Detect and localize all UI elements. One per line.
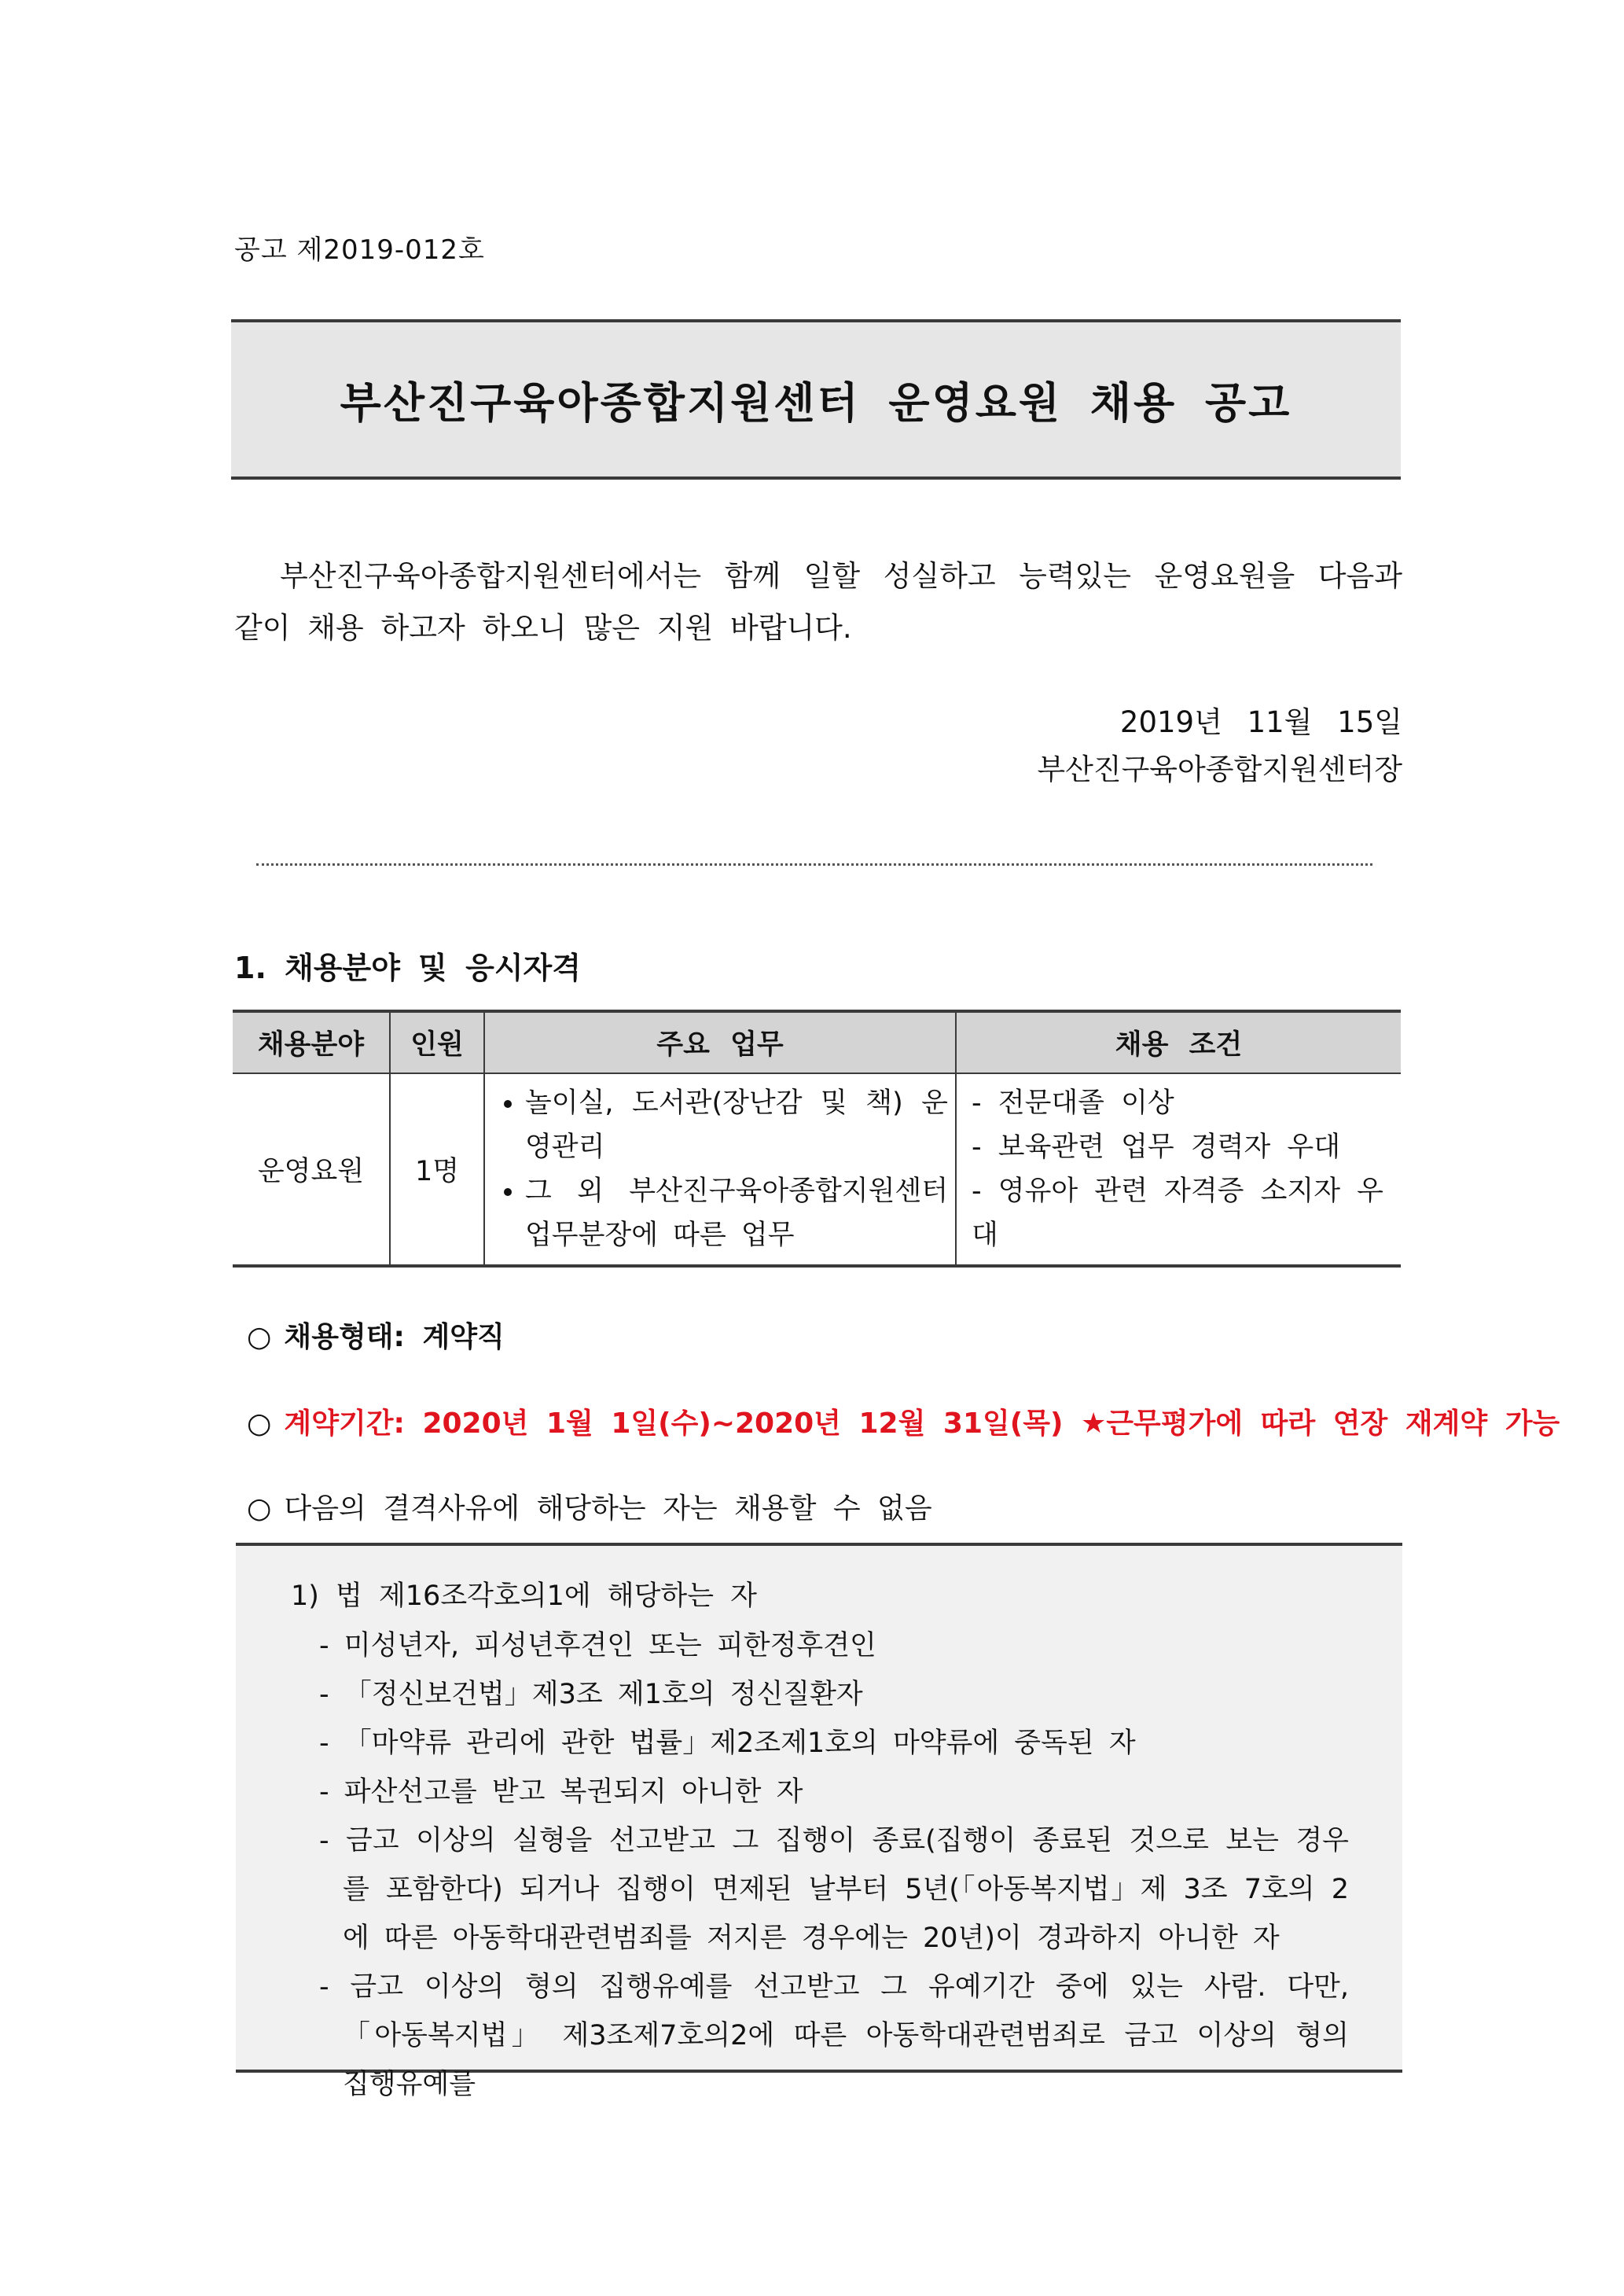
duty-item: • 놀이실, 도서관(장난감 및 책) 운영관리 <box>525 1081 948 1169</box>
list-item: - 「마약류 관리에 관한 법률」제2조제1호의 마약류에 중독된 자 <box>319 1728 1136 1759</box>
cell-field: 운영요원 <box>233 1073 390 1266</box>
disqualification-list <box>319 1621 1349 2109</box>
intro-paragraph <box>234 550 1402 654</box>
cell-duties <box>484 1073 956 1266</box>
circle-bullet-icon: ○ <box>247 1492 272 1525</box>
condition-item: - 보육관련 업무 경력자 우대 <box>972 1131 1341 1163</box>
duty-item: • 그 외 부산진구육아종합지원센터 업무분장에 따른 업무 <box>525 1169 948 1257</box>
table-header-row <box>233 1011 1401 1073</box>
disqualification-title: 1) 법 제16조각호의1에 해당하는 자 <box>291 1580 757 1612</box>
dotted-divider <box>256 863 1372 866</box>
condition-item: - 영유아 관련 자격증 소지자 우대 <box>972 1176 1383 1251</box>
notice-date: 2019년 11월 15일 <box>1119 705 1402 739</box>
table-row <box>233 1073 1401 1266</box>
list-item: - 파산선고를 받고 복권되지 아니한 자 <box>319 1776 803 1808</box>
disqualification-text: 다음의 결격사유에 해당하는 자는 채용할 수 없음 <box>284 1492 932 1525</box>
list-item: - 금고 이상의 실형을 선고받고 그 집행이 종료(집행이 종료된 것으로 보는 경우를 포함한다) 되거나 집행이 면제된 날부터 5년(「아동복지법」제 3조 7호의 2에 따른 아동학대관련범죄를 저지른 경우에는 20년)이 경과하지 아니한 자 <box>319 1825 1349 1954</box>
notice-number: 공고 제2019-012호 <box>234 234 485 266</box>
header-field: 채용분야 <box>233 1011 390 1073</box>
cell-count: 1명 <box>390 1073 484 1266</box>
employment-type-text: 채용형태: 계약직 <box>284 1321 505 1353</box>
list-item: - 금고 이상의 형의 집행유예를 선고받고 그 유예기간 중에 있는 사람. 다만, 「아동복지법」 제3조제7호의2에 따른 아동학대관련범죄로 금고 이상의 형의 집행유예를 <box>319 1971 1349 2100</box>
header-conditions: 채용 조건 <box>956 1011 1401 1073</box>
list-item: - 「정신보건법」제3조 제1호의 정신질환자 <box>319 1679 863 1710</box>
conditions-list <box>957 1075 1400 1264</box>
condition-item: - 전문대졸 이상 <box>972 1087 1174 1119</box>
header-count: 인원 <box>390 1011 484 1073</box>
section-heading: 1. 채용분야 및 응시자격 <box>234 951 581 985</box>
circle-bullet-icon: ○ <box>247 1407 272 1440</box>
header-duties: 주요 업무 <box>484 1011 956 1073</box>
duties-list <box>486 1076 954 1262</box>
disqualification-line <box>247 1486 932 1526</box>
contract-period-text: 계약기간: 2020년 1월 1일(수)~2020년 12월 31일(목) ★근무평가에 따라 연장 재계약 가능 <box>284 1407 1560 1440</box>
contract-period-line <box>247 1401 1560 1441</box>
title-banner <box>231 319 1401 480</box>
recruitment-table <box>233 1010 1401 1268</box>
intro-text: 부산진구육아종합지원센터에서는 함께 일할 성실하고 능력있는 운영요원을 다음과 같이 채용 하고자 하오니 많은 지원 바랍니다. <box>234 559 1402 645</box>
page-title: 부산진구육아종합지원센터 운영요원 채용 공고 <box>340 377 1292 428</box>
notice-signer: 부산진구육아종합지원센터장 <box>1037 752 1402 786</box>
employment-type-line <box>247 1315 505 1355</box>
circle-bullet-icon: ○ <box>247 1321 272 1353</box>
list-item: - 미성년자, 피성년후견인 또는 피한정후견인 <box>319 1630 876 1661</box>
disqualification-box <box>236 1543 1402 2100</box>
cell-conditions <box>956 1073 1401 1266</box>
